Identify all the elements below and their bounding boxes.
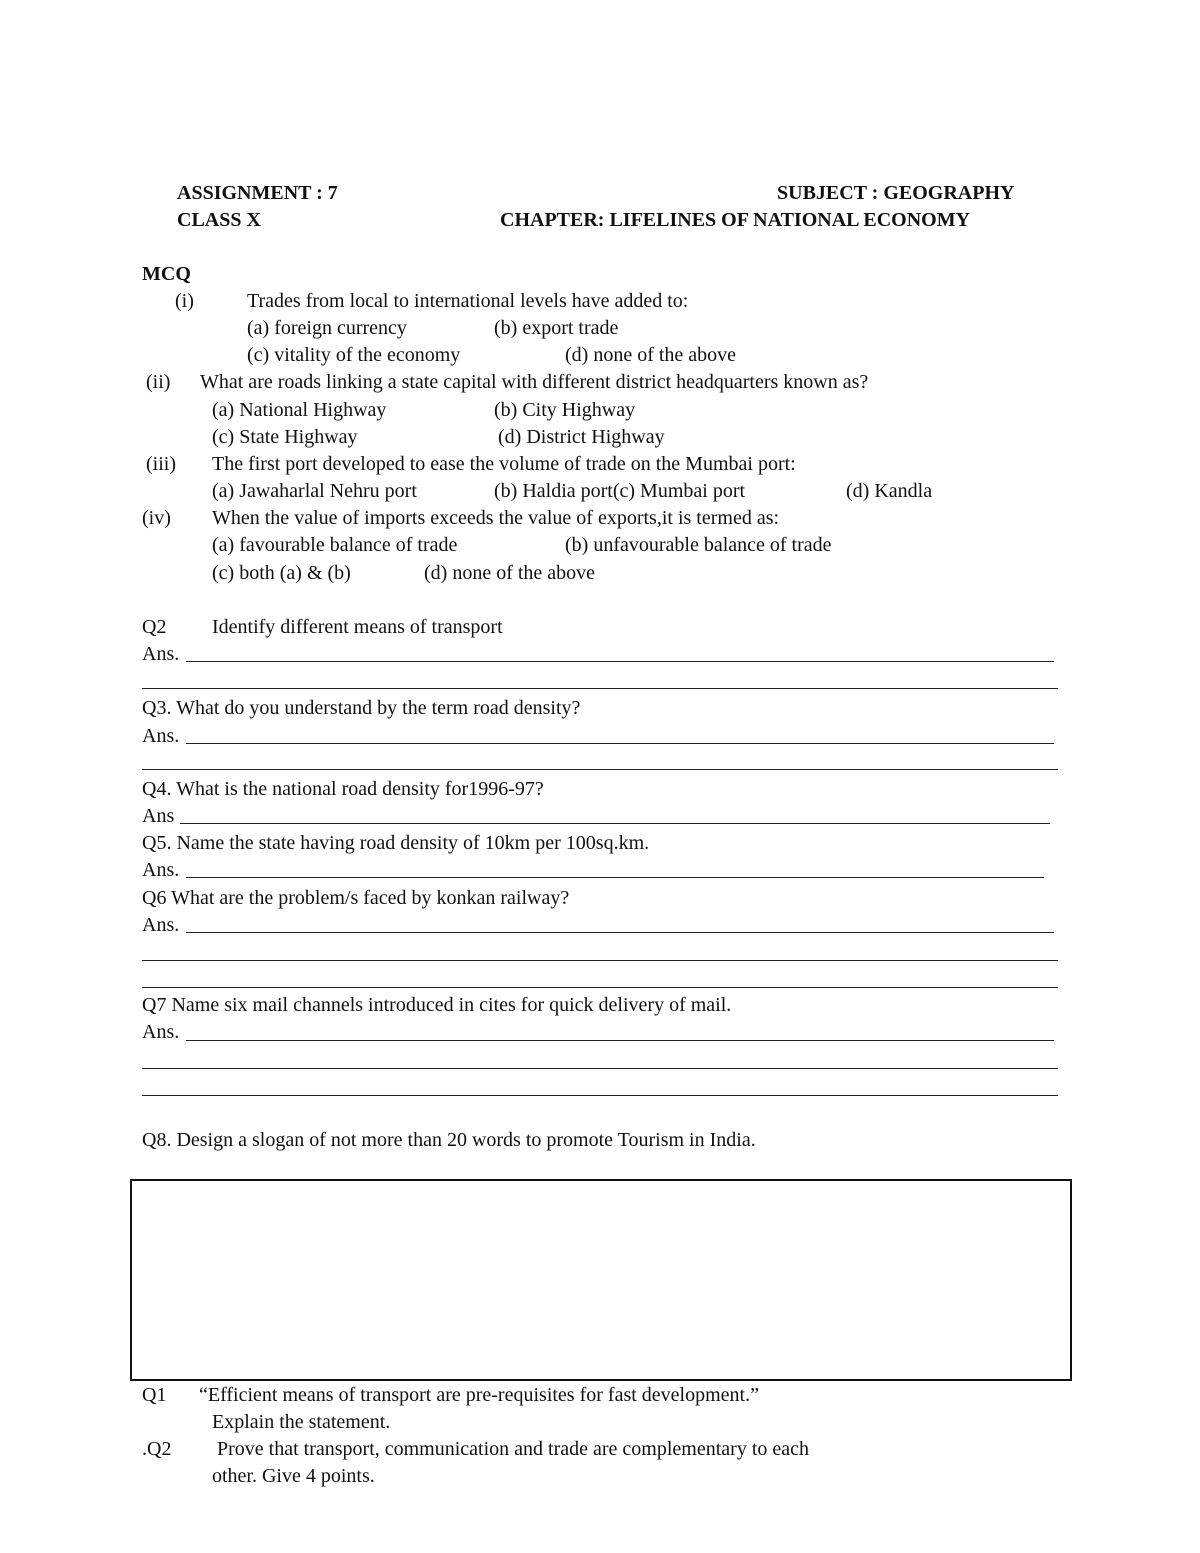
q3-ans-label: Ans. xyxy=(142,725,180,747)
mcq-1-number: (i) xyxy=(175,290,194,312)
q3-text: Q3. What do you understand by the term road density? xyxy=(142,697,581,719)
mcq-1-option-c: (c) vitality of the economy xyxy=(247,344,461,366)
q4-answer-line[interactable] xyxy=(180,823,1050,824)
assignment-number: ASSIGNMENT : 7 xyxy=(177,182,338,204)
q2-ans-label: Ans. xyxy=(142,643,180,665)
q2-text: Identify different means of transport xyxy=(212,616,503,638)
mcq-3-option-a: (a) Jawaharlal Nehru port xyxy=(212,480,417,502)
q7-ans-label: Ans. xyxy=(142,1021,180,1043)
mcq-1-option-a: (a) foreign currency xyxy=(247,317,407,339)
q2-number: Q2 xyxy=(142,616,167,638)
long-q1-number: Q1 xyxy=(142,1384,167,1406)
q4-text: Q4. What is the national road density for1996-97? xyxy=(142,778,544,800)
q7-text: Q7 Name six mail channels introduced in cites for quick delivery of mail. xyxy=(142,994,732,1016)
mcq-4-option-a: (a) favourable balance of trade xyxy=(212,534,458,556)
mcq-3-option-d: (d) Kandla xyxy=(846,480,933,502)
q2-answer-line-1[interactable] xyxy=(186,661,1054,662)
subject-label: SUBJECT : GEOGRAPHY xyxy=(777,182,1015,204)
mcq-1-text: Trades from local to international levels have added to: xyxy=(247,290,689,312)
mcq-4-option-d: (d) none of the above xyxy=(424,562,596,584)
q7-answer-line-2[interactable] xyxy=(142,1068,1058,1069)
slogan-answer-box[interactable] xyxy=(130,1179,1072,1381)
q2-answer-line-2[interactable] xyxy=(142,688,1058,689)
mcq-4-number: (iv) xyxy=(142,507,171,529)
q7-answer-line-3[interactable] xyxy=(142,1095,1058,1096)
mcq-4-text: When the value of imports exceeds the value of exports,it is termed as: xyxy=(212,507,780,529)
mcq-2-text: What are roads linking a state capital with different district headquarters known as? xyxy=(200,371,869,393)
q5-answer-line[interactable] xyxy=(186,877,1044,878)
long-q2-line-1: Prove that transport, communication and trade are complementary to each xyxy=(217,1438,810,1460)
q6-answer-line-1[interactable] xyxy=(186,932,1054,933)
q3-answer-line-1[interactable] xyxy=(186,743,1054,744)
q3-answer-line-2[interactable] xyxy=(142,769,1058,770)
class-label: CLASS X xyxy=(177,209,261,231)
q7-answer-line-1[interactable] xyxy=(186,1040,1054,1041)
mcq-1-option-d: (d) none of the above xyxy=(565,344,737,366)
mcq-2-option-c: (c) State Highway xyxy=(212,426,358,448)
long-q1-line-2: Explain the statement. xyxy=(212,1411,391,1433)
q6-ans-label: Ans. xyxy=(142,914,180,936)
q6-answer-line-3[interactable] xyxy=(142,987,1058,988)
q5-ans-label: Ans. xyxy=(142,859,180,881)
long-q1-line-1: “Efficient means of transport are pre-requisites for fast development.” xyxy=(199,1384,759,1406)
q6-text: Q6 What are the problem/s faced by konkan railway? xyxy=(142,887,570,909)
mcq-2-option-b: (b) City Highway xyxy=(494,399,636,421)
mcq-1-option-b: (b) export trade xyxy=(494,317,619,339)
mcq-heading: MCQ xyxy=(142,263,191,285)
q8-text: Q8. Design a slogan of not more than 20 words to promote Tourism in India. xyxy=(142,1129,756,1151)
mcq-3-number: (iii) xyxy=(146,453,176,475)
q5-text: Q5. Name the state having road density of 10km per 100sq.km. xyxy=(142,832,650,854)
mcq-2-number: (ii) xyxy=(146,371,171,393)
mcq-3-option-bc: (b) Haldia port(c) Mumbai port xyxy=(494,480,746,502)
chapter-title: CHAPTER: LIFELINES OF NATIONAL ECONOMY xyxy=(500,209,971,231)
q6-answer-line-2[interactable] xyxy=(142,960,1058,961)
mcq-3-text: The first port developed to ease the volume of trade on the Mumbai port: xyxy=(212,453,796,475)
q4-ans-label: Ans xyxy=(142,805,175,827)
mcq-4-option-b: (b) unfavourable balance of trade xyxy=(565,534,832,556)
mcq-4-option-c: (c) both (a) & (b) xyxy=(212,562,351,584)
mcq-2-option-a: (a) National Highway xyxy=(212,399,387,421)
mcq-2-option-d: (d) District Highway xyxy=(498,426,665,448)
long-q2-number: .Q2 xyxy=(142,1438,172,1460)
long-q2-line-2: other. Give 4 points. xyxy=(212,1465,375,1487)
